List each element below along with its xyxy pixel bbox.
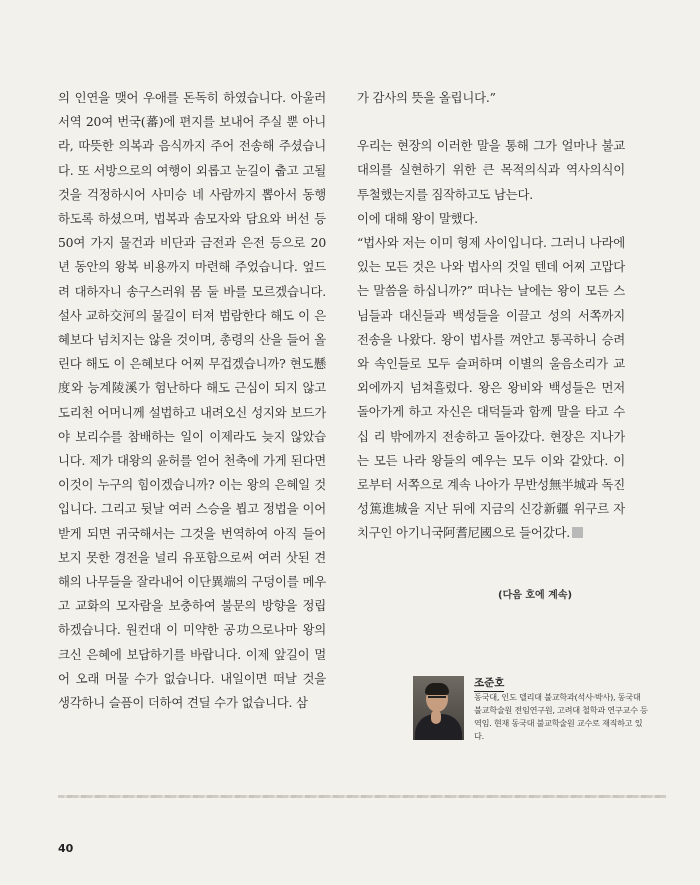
page-number: 40: [58, 842, 74, 855]
author-bio: 동국대, 인도 델리대 불교학과(석사·박사), 동국대 불교학술원 전임연구원, 고려대 철학과 연구교수 등 역임. 현재 동국대 불교학술원 교수로 재직하고 있다.: [474, 692, 648, 741]
quote-text: “법사와 저는 이미 형제 사이입니다. 그러니 나라에 있는 모든 것은 나와 법사의 것일 텐데 어찌 고맙다는 말씀을 하십니까?” 떠나는 날에는 왕이 모든 스님들과 대신들과 백성들을 이끌고 성의 서쪽까지 전송을 나왔다. 왕이 법사를 껴안고 통곡하니 승려와 속인들로 모두 슬퍼하며 이별의 울음소리가 교외에까지 넘쳐흘렀다. 왕은 왕비와 백성들은 먼저 돌아가게 하고 자신은 대덕들과 함께 말을 타고 수십 리 밖에까지 전송하고 돌아갔다. 현장은 지나가는 모든 나라 왕들의 예우는 모두 이와 같았다. 이로부터 서쪽으로 계속 나아가 무반성無半城과 독진성篤進城을 지난 뒤에 지금의 신강新疆 위구르 자치구인 아기니국阿耆尼國으로 들어갔다.: [357, 235, 625, 541]
body-paragraph: 의 인연을 맺어 우애를 돈독히 하였습니다. 아울러 서역 20여 번국(蕃)에 편지를 보내어 주실 뿐 아니라, 따뜻한 의복과 음식까지 주어 전송해 주셨습니다. 또 서방으로의 여행이 외롭고 눈길이 춥고 고될 것을 걱정하시어 사미승 네 사람까지 뽑아서 동행하도록 하셨으며, 법복과 솜모자와 담요와 버선 등 50여 가지 물건과 비단과 금전과 은전 등으로 20년 동안의 왕복 비용까지 마련해 주었습니다. 엎드려 대하자니 송구스러워 몸 둘 바를 모르겠습니다. 설사 교하交河의 물길이 터져 범람한다 해도 이 은혜보다 넘치지는 않을 것이며, 총령의 산을 들어 올린다 해도 이 은혜보다 어찌 무겁겠습니까? 현도懸度와 능계陵溪가 험난하다 해도 근심이 되지 않고 도리천 어머니께 설법하고 내려오신 성지와 보드가야 보리수를 참배하는 일이 이제라도 늦지 않았습니다. 제가 대왕의 윤허를 얻어 천축에 가게 된다면 이것이 누구의 힘이겠습니까? 이는 왕의 은혜일 것입니다. 그리고 뒷날 여러 스승을 뵙고 정법을 이어 받게 되면 귀국해서는 그것을 번역하여 아직 들어보지 못한 경전을 널리 유포함으로써 여러 삿된 견해의 나무들을 잘라내어 이단異端의 구덩이를 메우고 교화의 모자람을 보충하여 불문의 방향을 정립하겠습니다. 원컨대 이 미약한 공功으로나마 왕의 크신 은혜에 보답하기를 바랍니다. 이제 앞길이 멀어 오래 머물 수가 없습니다. 내일이면 떠날 것을 생각하니 슬픔이 더하여 견딜 수가 없습니다. 삼: [58, 90, 326, 711]
body-paragraph: 가 감사의 뜻을 올립니다.”: [357, 90, 496, 105]
body-paragraph: 이에 대해 왕이 말했다.: [357, 210, 478, 226]
continued-notice: (다음 호에 계속): [498, 590, 573, 601]
divider: [58, 795, 666, 798]
author-name: 조준호: [474, 675, 504, 692]
left-column: [58, 86, 326, 715]
end-mark-icon: [572, 527, 583, 538]
body-paragraph: [357, 231, 625, 546]
author-photo: [413, 676, 464, 740]
body-paragraph: 우리는 현장의 이러한 말을 통해 그가 얼마나 불교대의를 실현하기 위한 큰 목적의식과 역사의식이 투철했는지를 짐작하고도 남는다.: [357, 138, 625, 202]
right-column: [357, 86, 625, 546]
